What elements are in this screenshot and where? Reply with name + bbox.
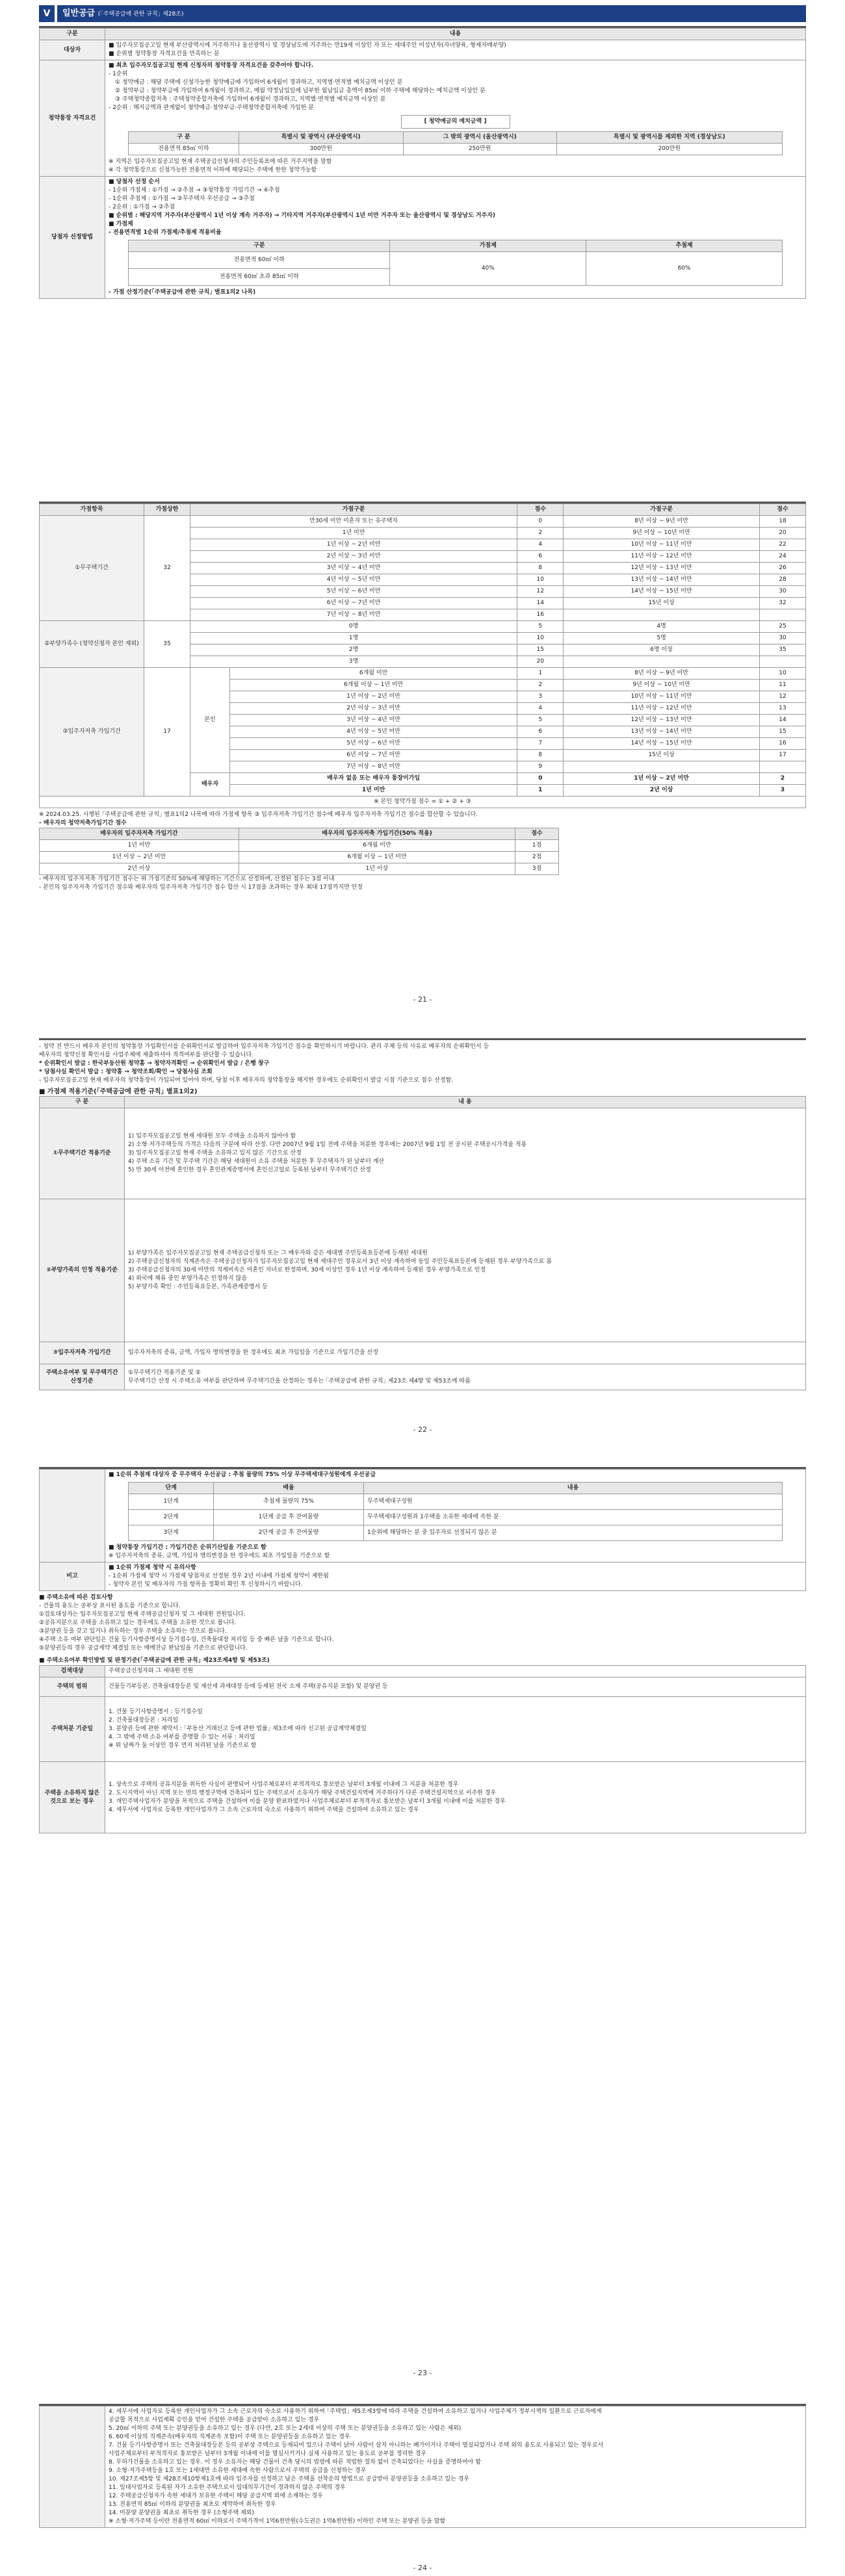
stage-header: 단계 [129,1483,214,1494]
pts-group-max: 32 [144,516,190,621]
col-content: 내용 [105,29,806,40]
pts-cell: 15년 이상 [564,598,760,609]
text-line: ② 청약부금 : 청약부금에 가입하여 6개월이 경과하고, 매월 약정납입일에 납부한 월납입금 총액이 85㎡ 이하 주택에 해당하는 예치금액 이상인 분 [115,88,486,94]
sub-title: ■ 주택소유여부 확인방법 및 판정기준(｢주택공급에 관한 규칙｣ 제23조제4항 및 제53조) [39,1657,270,1664]
pts-cell: 9년 이상 ~ 10년 미만 [564,680,760,691]
text-line: ※ 소형·저가주택 등이란 전용면적 60㎡ 이하로서 주택가격이 1억6천만원(수도권은 1억6천만원) 이하인 주택 또는 분양권 등을 말함 [109,2518,446,2525]
dep-header: 그 밖의 광역시 (울산광역시) [403,132,556,144]
pts-cell: 1 [517,785,564,797]
text-line: 건물등기부등본, 건축물대장등본 및 재산세 과세대장 등에 등재된 전국 소재 주택(공유지분 포함) 및 분양권 등 [109,1683,388,1690]
pts-cell: 30 [760,633,806,644]
text-line: 3. 개인주택사업자가 분양을 목적으로 주택을 건설하여 이를 분양 완료하였거나 사업주체로부터 부적격자로 통보받은 날부터 3개월 이내에 이를 처분한 경우 [109,1798,506,1805]
criteria-header: 구 분 [40,1097,125,1108]
exceptions-wrapper [39,2406,806,2528]
note-line: - 본인의 입주자저축 가입기간 점수와 배우자의 입주자저축 가입기간 점수 합산 시 17점을 초과하는 경우 최대 17점까지만 인정 [39,884,363,891]
text-line: - 2순위 : 해지금액과 관계없이 청약예금·청약부금·주택청약종합저축에 가입한 분 [109,105,314,111]
sub-cell: 1점 [515,840,559,852]
own-header: 검색대상 [40,1666,105,1677]
section-header [39,5,806,22]
selection-content [105,177,806,299]
pts-cell [760,609,806,621]
dep-cell: 전용면적 85㎡ 이하 [129,144,239,155]
text-line: ①무주택기간 적용기준 및 ② [128,1369,201,1376]
general-supply-table [39,28,806,299]
pts-cell: 26 [760,563,806,574]
stage-cell: 1단계 공급 후 잔여물량 [214,1510,364,1525]
sub-cell: 6개월 이상 ~ 1년 미만 [239,852,515,863]
text-line: ■ 당첨자 선정 순서 [109,179,160,185]
pts-header: 가점구분 [190,504,517,516]
deposit-table [128,131,783,155]
pts-group-label: ③입주자저축 가입기간 [40,668,144,797]
pts-self-label: 본인 [190,668,230,773]
dep-cell: 300만원 [239,144,403,155]
ownership-table [39,1665,806,1833]
text-line: 14. 미분양 분양권을 최초로 취득한 경우 (소형주택 제외) [109,2510,254,2516]
pts-cell: 11년 이상 ~ 12년 미만 [564,551,760,563]
pts-cell: 배우자 없음 또는 배우자 통장미가입 [230,773,517,785]
pts-cell: 만30세 미만 미혼자 또는 유주택자 [190,516,517,528]
criteria-content [125,1199,806,1342]
criteria-label: ③입주자저축 가입기간 [40,1342,125,1364]
text-line: ■ 최초 입주자모집공고일 현재 신청자의 청약통장 자격요건을 갖추어야 합니다. [109,62,314,69]
pts-cell: 28 [760,574,806,586]
pts-cell: 22 [760,539,806,551]
dep-cell: 200만원 [556,144,782,155]
pts-cell: 4년 이상 ~ 5년 미만 [230,726,517,738]
pts-spouse-label: 배우자 [190,773,230,797]
stage-cell: 1단계 [129,1494,214,1510]
pts-cell: 18 [760,516,806,528]
pts-cell: 5년 이상 ~ 6년 미만 [190,586,517,598]
stage-cell: 1순위에 해당하는 분 중 입주자로 선정되지 않은 분 [364,1525,783,1541]
pts-cell: 9년 이상 ~ 10년 미만 [564,528,760,539]
own-label: 주택의 범위 [40,1677,105,1697]
own-content [105,1677,806,1697]
section-title-bar [57,5,806,22]
dep-header: 구 분 [129,132,239,144]
pts-cell: 12 [517,586,564,598]
exceptions-blank-label [40,2406,105,2528]
pts-cell: 12년 이상 ~ 13년 미만 [564,563,760,574]
priority-wrapper [39,1469,806,1591]
note-line: ※ 2024.03.25. 시행된 ｢주택공급에 관한 규칙｣ 별표1의2 나목에 따라 가점제 항목 ③ 입주자저축 가입기간 점수에 배우자 입주자저축 가입기간 점수를 합산할 수 있습니다. [39,811,478,818]
pts-cell: 3 [760,785,806,797]
sub-cell: 2년 이상 [40,863,239,875]
text-line: ③ 주택청약종합저축 : 주택청약종합저축에 가입하여 6개월이 경과하고, 지역별·면적별 예치금액 이상인 분 [115,96,386,103]
text-line: * 당첨사실 확인서 발급 : 청약홈 → 청약조회/확인 → 당첨사실 조회 [39,1069,213,1075]
pts-cell: 20 [517,656,564,668]
note-line: - 배우자의 입주자저축 가입기간 점수는 위 가점기준의 50%에 해당하는 기간으로 산정하며, 산정된 점수는 3점 이내 [39,876,335,882]
sub-cell: 1년 이상 [239,863,515,875]
pts-cell: 2년 이상 ~ 3년 미만 [190,551,517,563]
text-line: - 입주자모집공고일 현재 배우자의 청약통장이 가입되어 있어야 하며, 당첨 이후 배우자의 청약통장을 해지한 경우에도 순위확인서 발급 시점 기준으로 점수 산정함. [39,1077,454,1084]
pts-row [40,621,806,633]
text-line: * 순위확인서 발급 : 한국부동산원 청약홈 → 청약자격확인 → 순위확인서 발급 / 은행 창구 [39,1060,270,1067]
pts-cell: 11 [760,680,806,691]
pts-row [40,516,806,528]
pts-header: 가점상한 [144,504,190,516]
pts-cell: 2 [517,528,564,539]
text-line: 4) 주택 소유 기간 및 무주택 기간은 해당 세대원이 소유 주택을 처분한 후 무주택자가 된 날부터 계산 [128,1158,385,1165]
pts-cell: 1년 이상 ~ 2년 미만 [564,773,760,785]
pts-cell: 2년 이상 [564,785,760,797]
pts-group-label: ②부양가족수 (청약신청자 본인 제외) [40,621,144,668]
dep-cell: 250만원 [403,144,556,155]
pts-cell: 12 [760,691,806,703]
own-content [105,1697,806,1762]
pts-cell: 1년 미만 [190,528,517,539]
pts-cell: 0명 [190,621,517,633]
text-line: 10. 제27조제5항 및 제28조제10항제1호에 따라 입주자를 선정하고 남은 주택을 선착순의 방법으로 공급받아 분양권등을 소유하고 있는 경우 [109,2476,470,2482]
text-line: ⑤분양권등의 경우 공급계약 체결일 또는 매매잔금 완납일을 기준으로 판단합니다. [39,1645,248,1651]
stage-header: 배율 [214,1483,364,1494]
group-savings [40,668,806,797]
page-number: - 21 - [413,995,432,1004]
ratio-header: 가점제 [390,240,586,252]
pts-cell: 10 [517,574,564,586]
pts-row [40,668,806,680]
sub-header: 점수 [515,828,559,840]
section-general-supply [39,26,806,299]
own-content [105,1762,806,1833]
text-line: ① 청약예금 : 해당 주택에 신청가능한 청약예금에 가입하여 6개월이 경과하고, 지역별·면적별 예치금액 이상인 분 [115,79,403,86]
deposit-table-title: [ 청약예금의 예치금액 ] [401,115,510,129]
sub-header: 배우자의 입주자저축 가입기간(50% 적용) [239,828,515,840]
text-line: ■ 청약통장 가입기간 : 가입기간은 순위기산일을 기준으로 함 [109,1544,266,1551]
pts-cell: 10 [760,668,806,680]
sub-title: - 배우자의 청약저축가입기간 점수 [39,820,127,826]
priority-content [105,1470,806,1562]
pts-cell: 7년 이상 ~ 8년 미만 [190,609,517,621]
pts-cell: 6명 이상 [564,644,760,656]
section-ownership-exceptions [39,2404,806,2528]
pts-cell: 2명 [190,644,517,656]
eligibility-label: 대상자 [40,40,105,60]
sub-cell: 1년 이상 ~ 2년 미만 [40,852,239,863]
text-line: ①검토대상자는 입주자모집공고일 현재 주택공급신청자 및 그 세대원 전원입니다. [39,1611,246,1618]
pts-cell: 6개월 이상 ~ 1년 미만 [230,680,517,691]
pts-cell: 30 [760,586,806,598]
section-title: 일반공급 [62,8,96,18]
pts-cell: 3 [517,691,564,703]
pts-cell: 6년 이상 ~ 7년 미만 [190,598,517,609]
pts-cell: 3년 이상 ~ 4년 미만 [230,715,517,726]
pts-group-max: 35 [144,621,190,668]
text-line: ■ 순위별 : 해당지역 거주자(부산광역시 1년 이상 계속 거주자) → 기타지역 거주자(부산광역시 1년 미만 거주자 또는 울산광역시 및 경상남도 거주자) [109,212,496,219]
text-line: 2) 주택공급신청자의 직계존속은 주택공급신청자가 입주자모집공고일 현재 세대주인 경우로서 3년 이상 계속하여 동일 주민등록표등본에 등재된 경우 부양가족으로 봄 [128,1258,552,1265]
pts-cell: 1년 미만 [230,785,517,797]
pts-cell: 2년 이상 ~ 3년 미만 [230,703,517,715]
text-line: - 1순위 가점제 청약 시 가점제 당첨자로 선정된 경우 2년 이내에 가점제 청약이 제한됨 [109,1573,329,1579]
text-line: ■ 1순위 추첨제 대상자 중 무주택자 우선공급 : 추첨 물량의 75% 이상 무주택세대구성원에게 우선공급 [109,1472,376,1478]
text-line: 1) 입주자모집공고일 현재 세대원 모두 주택을 소유하지 않아야 함 [128,1133,296,1140]
text-line: - 1순위 가점제 : ①가점 → ②추첨 → ③청약통장 가입기간 → ④추첨 [109,187,280,194]
pts-cell [760,761,806,773]
pts-cell: 14년 이상 ~ 15년 미만 [564,738,760,750]
text-line: 13. 전용면적 85㎡ 이하의 분양권을 최초로 계약하여 취득한 경우 [109,2501,276,2508]
pts-cell: 14년 이상 ~ 15년 미만 [564,586,760,598]
own-label: 주택을 소유하지 않은 것으로 보는 경우 [40,1762,105,1833]
text-line: ■ 순위별 청약통장 자격요건을 만족하는 분 [109,51,220,57]
points-table [39,504,806,808]
pts-cell: 5 [517,715,564,726]
text-line: - 2순위 : ①가점 → ②추첨 [109,204,176,210]
ratio-point-value: 40% [390,252,586,286]
total-formula: ※ 본인 청약가점 점수 = ① + ② + ③ [40,797,806,808]
text-line: 2. 건축물대장등본 : 처리일 [109,1717,179,1724]
pts-cell: 2 [760,773,806,785]
text-line: - 건물의 용도는 공부상 표시된 용도를 기준으로 합니다. [39,1603,181,1609]
page-number: - 23 - [413,2369,432,2377]
section-number: V [39,5,55,22]
criteria-content [125,1342,806,1364]
pts-cell: 6년 이상 ~ 7년 미만 [230,750,517,761]
pts-cell: 1년 이상 ~ 2년 미만 [190,539,517,551]
text-line: - 가점 산정기준(｢주택공급에 관한 규칙｣ 별표1의2 나목) [109,289,256,296]
criteria-label: ①무주택기간 적용기준 [40,1108,125,1199]
qualification-content [105,60,806,177]
stage-cell: 무주택세대구성원 [364,1494,783,1510]
stage-table [128,1482,783,1541]
pts-cell: 24 [760,551,806,563]
text-line: ※ 입주자저축의 종류, 금액, 가입자 명의변경을 한 경우에도 최초 가입일을 기준으로 함 [109,1553,330,1559]
pts-cell: 5 [517,621,564,633]
pts-cell: 8년 이상 ~ 9년 미만 [564,516,760,528]
pts-header: 점수 [760,504,806,516]
pts-cell: 3명 [190,656,517,668]
stage-cell: 2단계 [129,1510,214,1525]
sub-cell: 6개월 미만 [239,840,515,852]
spouse-table [39,828,559,875]
remark-content [105,1562,806,1591]
text-line: - 청약 전 반드시 배우자 본인의 청약통장 가입확인서를 순위확인서로 발급하여 입주자저축 가입기간 점수를 확인하시기 바랍니다. 관리 주체 등의 사유로 배우자의 순위확인서 등 [39,1043,489,1050]
section-point-criteria [39,1038,806,1390]
pts-cell [564,761,760,773]
sub-title: ■ 주택소유에 따른 검토사항 [39,1594,113,1601]
criteria-label: ②부양가족의 인정 적용기준 [40,1199,125,1342]
ratio-header: 구분 [129,240,390,252]
qualification-label: 청약통장 자격요건 [40,60,105,177]
pts-cell: 20 [760,528,806,539]
pts-cell: 8 [517,750,564,761]
pts-cell: 4년 이상 ~ 5년 미만 [190,574,517,586]
text-line: 2) 소형·저가주택등의 가격은 다음의 구분에 따라 산정. 다만 2007년 9월 1일 전에 주택을 처분한 경우에는 2007년 9월 1일 전 공시된 주택공시가격을 적용 [128,1141,527,1148]
pts-cell: 16 [760,738,806,750]
ratio-row-label: 전용면적 60㎡ 이하 [129,252,390,269]
group-dependents [40,621,806,668]
pts-cell: 15 [760,726,806,738]
text-line: - 전용면적별 1순위 가점제/추첨제 적용비율 [109,229,222,236]
group-no-home [40,516,806,621]
sub-cell: 3점 [515,863,559,875]
sub-cell: 2점 [515,852,559,863]
text-line: 5. 20㎡ 이하의 주택 또는 분양권등을 소유하고 있는 경우 (다만, 2호 또는 2세대 이상의 주택 또는 분양권등을 소유하고 있는 사람은 제외) [109,2425,462,2432]
sub-header: 배우자의 입주자저축 가입기간 [40,828,239,840]
pts-cell: 0 [517,773,564,785]
pts-cell: 4 [517,703,564,715]
criteria-title: ■ 가점제 적용기준(｢주택공급에 관한 규칙｣ 별표1의2) [39,1088,198,1095]
pts-cell: 13년 이상 ~ 14년 미만 [564,574,760,586]
pts-cell: 6 [517,551,564,563]
text-line: ②공유지분으로 주택을 소유하고 있는 경우에도 주택을 소유한 것으로 봅니다. [39,1620,237,1626]
text-line: 11. 임대사업자로 등록된 자가 소유한 주택으로서 임대의무기간이 경과하지 않은 주택의 경우 [109,2484,346,2491]
criteria-label: 주택소유여부 및 무주택기간 산정기준 [40,1364,125,1390]
text-line: ■ 1순위 가점제 청약 시 유의사항 [109,1564,196,1571]
ratio-row-label: 전용면적 60㎡ 초과 85㎡ 이하 [129,269,390,286]
pts-group-label: ①무주택기간 [40,516,144,621]
text-line: 배우자의 청약신청 확인서를 사업주체에 제출하셔야 적격여부를 판단할 수 있습니다. [39,1052,254,1058]
pts-cell: 4명 [564,621,760,633]
text-line: ④주택 소유 여부 판단일은 건물 등기사항증명서상 등기접수일, 건축물대장 처리일 등 중 빠른 날을 기준으로 합니다. [39,1637,334,1643]
pts-cell: 15년 이상 [564,750,760,761]
remark-label: 비고 [40,1562,105,1591]
selection-label: 당첨자 선정방법 [40,177,105,299]
pts-cell: 5명 [564,633,760,644]
stage-cell: 추첨제 물량의 75% [214,1494,364,1510]
text-line: ③분양권 등을 갖고 있거나 취득하는 경우 주택을 소유하는 것으로 봅니다. [39,1628,227,1635]
pts-cell: 14 [517,598,564,609]
pts-cell: 14 [760,715,806,726]
text-line: 4. 세무서에 사업자로 등록한 개인사업자가 그 소속 근로자의 숙소로 사용하기 위하여 주택을 건설하여 소유하고 있는 경우 [109,1806,419,1813]
col-label: 구분 [40,29,105,40]
text-line: ■ 입주자모집공고일 현재 부산광역시에 거주하거나 울산광역시 및 경상남도에 거주하는 만19세 이상인 자 또는 세대주인 미성년자(자녀양육, 형제자매부양) [109,42,506,49]
pts-cell [760,656,806,668]
text-line: 4) 외국에 체류 중인 부양가족은 인정하지 않음 [128,1275,247,1282]
section-points-table [39,502,806,892]
pts-cell: 2 [517,680,564,691]
ratio-table [128,240,783,286]
stage-cell: 3단계 [129,1525,214,1541]
page-number: - 24 - [413,2564,432,2572]
page-number: - 22 - [413,1425,432,1434]
exceptions-content [105,2406,806,2528]
pts-cell: 17 [760,750,806,761]
pts-cell: 10년 이상 ~ 11년 미만 [564,691,760,703]
pts-cell: 25 [760,621,806,633]
section-note: (｢주택공급에 관한 규칙｣ 제28조) [98,11,184,18]
text-line: 1. 건물 등기사항증명서 : 등기접수일 [109,1709,203,1715]
pts-cell: 1 [517,668,564,680]
text-line: - 1순위 추첨제 : ①가점 → ②무주택자 우선공급 → ③추첨 [109,196,255,202]
dep-header: 특별시 및 광역시를 제외한 지역 (경상남도) [556,132,782,144]
text-line: 사업주체로부터 부적격자로 통보받은 날부터 3개월 이내에 이를 멸실시키거나 실제 사용하고 있는 용도로 공부를 정리한 경우 [109,2451,427,2457]
note-line: ※ 지역은 입주자모집공고일 현재 주택공급신청자의 주민등록표에 따른 거주지역을 말함 [109,159,332,165]
text-line: 3) 입주자모집공고일 현재 주택을 소유하고 있지 않은 기간으로 산정 [128,1150,302,1156]
own-header-value: 주택공급신청자와 그 세대원 전원 [105,1666,806,1677]
text-line: 무주택기간 산정 시 주택소유 여부를 판단하며 무주택기간을 산정하는 경우는 ｢주택공급에 관한 규칙｣ 제23조 제4항 및 제53조에 따름 [128,1377,471,1384]
text-line: 공급할 목적으로 사업계획 승인을 얻어 건설한 주택을 공급받아 소유하고 있는 경우 [109,2417,320,2423]
stage-cell: 2단계 공급 후 잔여물량 [214,1525,364,1541]
pts-cell: 35 [760,644,806,656]
criteria-header: 내 용 [125,1097,806,1108]
pts-cell: 13 [760,703,806,715]
text-line: 8. 무허가건물을 소유하고 있는 경우. 이 경우 소유자는 해당 건물이 건축 당시의 법령에 따른 적법한 절차 없이 건축되었다는 사실을 증명하여야 함 [109,2459,481,2466]
text-line: - 1순위 [109,71,128,77]
criteria-content [125,1108,806,1199]
text-line: 4. 세무서에 사업자로 등록한 개인사업자가 그 소속 근로자의 숙소로 사용하기 위하여 ｢주택법｣ 제5조제3항에 따라 주택을 건설하여 소유하고 있거나 사업주체가 정부시책의 일환으로 근로자에게 [109,2408,602,2415]
eligibility-content [105,40,806,60]
pts-cell: 16 [517,609,564,621]
note-line: ※ 각 청약통장으로 신청가능한 전용면적 이하에 해당되는 주택에 한한 청약가능함 [109,167,317,173]
pts-group-max: 17 [144,668,190,797]
text-line: 7. 건물 등기사항증명서 또는 건축물대장등본 등의 공부상 주택으로 등재되어 있으나 주택이 낡아 사람이 살지 아니하는 폐가이거나 주택이 멸실되었거나 주택 외의 용도로 사용되고 있는 경우로서 [109,2442,604,2449]
pts-cell [564,609,760,621]
pts-cell: 3년 이상 ~ 4년 미만 [190,563,517,574]
pts-cell: 1명 [190,633,517,644]
stage-cell: 무주택세대구성원과 1주택을 소유한 세대에 속한 분 [364,1510,783,1525]
text-line: ※ 위 날짜가 둘 이상인 경우 먼저 처리된 날을 기준으로 함 [109,1742,257,1749]
pts-cell: 12년 이상 ~ 13년 미만 [564,715,760,726]
pts-cell: 1년 이상 ~ 2년 미만 [230,691,517,703]
pts-header: 점수 [517,504,564,516]
text-line: 9. 소형·저가주택등을 1호 또는 1세대만 소유한 세대에 속한 사람으로서 주택의 공급을 신청하는 경우 [109,2468,367,2474]
pts-cell: 6 [517,726,564,738]
criteria-content [125,1364,806,1390]
pts-cell: 15 [517,644,564,656]
text-line: 4. 그 밖에 주택 소유 여부를 증명할 수 있는 서류 : 처리일 [109,1734,255,1741]
text-line: 3. 분양권 등에 관한 계약서 : ｢부동산 거래신고 등에 관한 법률｣ 제3조에 따라 신고된 공급계약체결일 [109,1726,367,1732]
pts-cell: 9 [517,761,564,773]
pts-cell: 0 [517,516,564,528]
pts-header: 가점항목 [40,504,144,516]
text-line: 5) 만 30세 이전에 혼인한 경우 혼인관계증명서에 혼인신고일로 등록된 날부터 무주택기간 산정 [128,1167,371,1173]
text-line: - 청약자 본인 및 배우자의 가점 항목을 정확히 확인 후 신청하시기 바랍니다. [109,1581,303,1588]
text-line: 2. 도시지역이 아닌 지역 또는 면의 행정구역에 건축되어 있는 주택으로서 소유자가 해당 주택건설지역에 거주하다가 다른 주택건설지역으로 이주한 경우 [109,1789,497,1796]
text-line: 3) 주택공급신청자의 30세 미만의 직계비속은 미혼인 자녀로 한정하며, 30세 이상인 경우 1년 이상 계속하여 등재된 경우 부양가족으로 인정 [128,1267,486,1273]
pts-header: 가점구분 [564,504,760,516]
text-line: 입주자저축의 종류, 금액, 가입자 명의변경을 한 경우에도 최초 가입일을 기준으로 가입기간을 산정 [128,1349,378,1356]
pts-cell: 6개월 미만 [230,668,517,680]
pts-cell: 13년 이상 ~ 14년 미만 [564,726,760,738]
pts-cell: 8년 이상 ~ 9년 미만 [564,668,760,680]
pts-cell: 4 [517,539,564,551]
dep-header: 특별시 및 광역시 (부산광역시) [239,132,403,144]
stage-header: 내용 [364,1483,783,1494]
priority-blank-label [40,1470,105,1562]
pts-cell: 10 [517,633,564,644]
text-line: 1. 상속으로 주택의 공유지분을 취득한 사실이 판명되어 사업주체로부터 부적격자로 통보받은 날부터 3개월 이내에 그 지분을 처분한 경우 [109,1781,459,1788]
pts-cell: 7 [517,738,564,750]
pts-cell: 11년 이상 ~ 12년 미만 [564,703,760,715]
text-line: ■ 가점제 [109,221,133,227]
criteria-table [39,1096,806,1390]
ratio-lottery-value: 60% [586,252,783,286]
pts-cell: 32 [760,598,806,609]
pts-cell [564,656,760,668]
pts-cell: 8 [517,563,564,574]
sub-cell: 1년 미만 [40,840,239,852]
text-line: 6. 60세 이상의 직계존속(배우자의 직계존속 포함)이 주택 또는 분양권등을 소유하고 있는 경우 [109,2434,350,2440]
ratio-header: 추첨제 [586,240,783,252]
pts-cell: 10년 이상 ~ 11년 미만 [564,539,760,551]
pts-cell: 5년 이상 ~ 6년 미만 [230,738,517,750]
text-line: 12. 주택공급신청자가 속한 세대가 보유한 주택이 해당 공급지역 외에 소재하는 경우 [109,2493,323,2499]
pts-cell: 7년 이상 ~ 8년 미만 [230,761,517,773]
section-priority-supply [39,1467,806,1833]
own-label: 주택처분 기준일 [40,1697,105,1762]
text-line: 1) 부양가족은 입주자모집공고일 현재 주택공급신청자 또는 그 배우자와 같은 세대별 주민등록표등본에 등재된 세대원 [128,1250,428,1256]
text-line: 5) 부양가족 확인 : 주민등록표등본, 가족관계증명서 등 [128,1284,268,1290]
